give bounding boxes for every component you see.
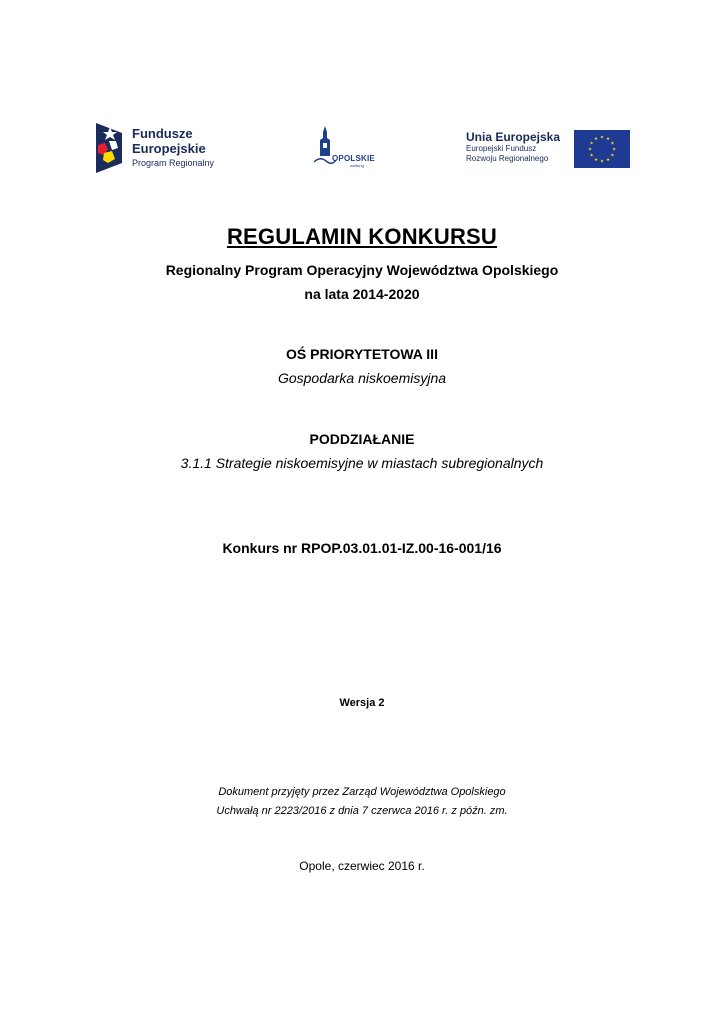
eu-logo-line1: Unia Europejska — [466, 130, 561, 144]
document-title: REGULAMIN KONKURSU — [226, 224, 498, 249]
fe-logo-line1: Fundusze — [132, 126, 193, 141]
fundusze-europejskie-logo — [96, 121, 221, 175]
eu-flag-star-icon: ★ — [599, 134, 605, 140]
eu-flag-star-icon: ★ — [589, 140, 594, 146]
eu-flag-star-icon: ★ — [605, 156, 611, 162]
opolskie-logo-name: OPOLSKIE — [332, 154, 375, 163]
header-logos — [0, 0, 724, 200]
eu-flag-icon — [574, 130, 630, 168]
place-and-date: Opole, czerwiec 2016 r. — [299, 859, 425, 873]
eu-flag-star-icon: ★ — [610, 152, 615, 158]
program-name: Regionalny Program Operacyjny Województwa Opolskiego — [165, 262, 559, 278]
adoption-note-line2: Uchwałą nr 2223/2016 z dnia 7 czerwca 2016 r. z późn. zm. — [216, 805, 508, 817]
competition-number: Konkurs nr RPOP.03.01.01-IZ.00-16-001/16 — [222, 540, 502, 556]
eu-flag-star-icon: ★ — [593, 156, 599, 162]
subaction-heading: PODDZIAŁANIE — [309, 431, 415, 447]
opolskie-logo-tagline: wolfung — [350, 163, 364, 168]
priority-axis-heading: OŚ PRIORYTETOWA III — [286, 346, 438, 362]
version-label: Wersja 2 — [339, 697, 385, 709]
eu-flag-star-icon: ★ — [587, 146, 593, 152]
unia-europejska-logo — [466, 128, 631, 170]
eu-flag-star-icon: ★ — [589, 152, 594, 158]
program-period: na lata 2014-2020 — [304, 286, 420, 302]
eu-flag-star-icon: ★ — [610, 140, 615, 146]
eu-flag-star-icon: ★ — [611, 146, 617, 152]
eu-flag-star-icon: ★ — [593, 136, 599, 142]
priority-axis-name: Gospodarka niskoemisyjna — [277, 370, 447, 386]
fe-logo-line2: Europejskie — [132, 141, 206, 156]
fundusze-europejskie-text — [132, 126, 214, 168]
subaction-name: 3.1.1 Strategie niskoemisyjne w miastach subregionalnych — [180, 455, 544, 471]
eu-logo-line2: Europejski Fundusz — [466, 144, 537, 153]
adoption-note-line1: Dokument przyjęty przez Zarząd Województwa Opolskiego — [218, 786, 506, 798]
fundusze-europejskie-icon — [96, 123, 122, 173]
unia-europejska-text — [466, 130, 564, 164]
opolskie-logo — [306, 126, 386, 174]
eu-flag-star-icon: ★ — [599, 158, 605, 164]
eu-flag-star-icon: ★ — [605, 136, 611, 142]
fe-logo-line3: Program Regionalny — [132, 158, 215, 168]
eu-logo-line3: Rozwoju Regionalnego — [466, 154, 549, 163]
